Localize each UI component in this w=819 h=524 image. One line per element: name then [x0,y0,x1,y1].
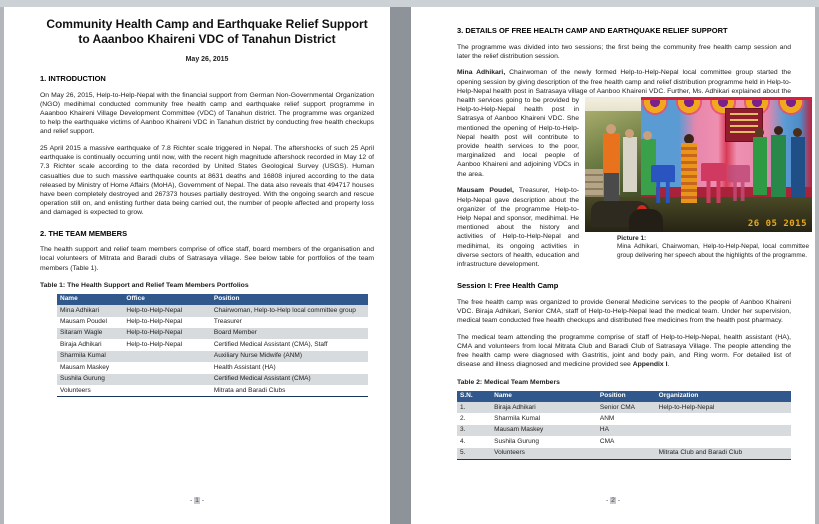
intro-paragraph-2: 25 April 2015 a massive earthquake of 7.8 Richter scale triggered in Nepal. The aftershocks of such 25 April earthquake is continually occurring until now, with the recent high magnitude aftershock recorded in May 12 of 7.3 Richter scale according to the data recorded by United States Geological Survey (USGS). Human casualties due to such massive earthquake counts at 8631 deaths and 16808 injured according to the data released by Ministry of Home Affairs (MoHA), Government of Nepal. The data also reveals that 494717 houses have been completely destroyed and 267373 houses partially destroyed. With the ongoing search and rescue operation still on, and enlisting further data being carried out, the number of people affected and property loss and damaged is expected to grow. [40,145,374,217]
table-cell: 3. [460,426,466,434]
heading-details: 3. DETAILS OF FREE HEALTH CAMP AND EARTHQUAKE RELIEF SUPPORT [457,26,728,35]
session-text-c: . [667,361,670,369]
table-row [457,402,791,413]
table-cell: Treasurer [213,318,242,326]
mina-text-a: Chairwoman of the newly formed Help-to-Help-Nepal local committee group started the opening session by giving description of the free health camp and relief distribution programme held in Help-to-Help-Nepal health post in Satrasaya village of [457,69,791,95]
table-cell: Board Member [213,329,257,337]
column-header: Office [123,294,210,305]
table-cell: Mitrata and Baradi Clubs [213,386,286,394]
table-cell: Help-to-Help-Nepal [126,329,183,337]
table1-caption-label: Table 1: [40,281,66,289]
table-cell: Sushila Gurung [60,375,105,383]
table-cell: Mina Adhikari [60,306,100,314]
table-row [57,317,368,328]
details-paragraph-1: The programme was divided into two sessions; the first being the community free health camp session and later the relief distribution session. [457,43,791,60]
column-header: Name [57,294,123,305]
table-header-row [457,391,791,402]
picture-caption-label: Picture 1: [617,235,647,243]
table-row [457,413,791,424]
camp-photo [585,97,812,232]
table-cell: Mausam Maskey [494,426,544,434]
footer-dash: - [615,497,621,504]
person-orange-shirt [603,133,620,195]
picture-caption [617,235,809,260]
table-cell: 4. [460,437,466,445]
table-row [57,305,368,316]
person-blue-shirt [791,137,805,197]
table-row [457,436,791,447]
table-row [57,339,368,350]
table2-caption-text: Medical Team Members [482,378,560,386]
mina-text-b: Aanboo Khaireni VDC. Further, Ms. Adhikari explained about the health services going to be provided by Help-to-Help-Nepal health post in Satrasya of Aanboo Khaireni VDC. She mentioned the opening of Help-to-Help-Nepal health post will contribute to provide health services to the poor, marginalized and local people of Aanboo Khaireni and adjoining VDCs in the area. [457,87,791,178]
intro-paragraph-1: On May 26, 2015, Help-to-Help-Nepal with the financial support from German Non-Governmental Organization (NGO) medihimal conducted community free health camp and earthquake relief support programme in Aaanboo Khaireni Village Development Committee (VDC) of Tanahun district. The programme was organized to help the earthquake victims of Aanboo Khaireni VDC in Tanahun district by conducting free health checkups and relief support. [40,91,374,136]
person-head [793,128,802,137]
session-paragraph-2 [457,333,791,370]
table-cell [656,413,791,424]
table-cell: Mausam Maskey [60,363,110,371]
column-header: Organization [656,391,791,402]
picture-caption-text: Mina Adhikari, Chairwoman, Help-to-Help-Nepal, local committee group delivering her speech about the highlights of the programme. [617,243,809,259]
table-cell: Help-to-Help-Nepal [126,340,183,348]
person-head [625,129,634,138]
table-row [57,362,368,373]
team-paragraph: The health support and relief team members comprise of office staff, board members of the organisation and local volunteers of Mitrata and Baradi clubs of Satrasaya village. See below table for portfolios of the team members (Table 1). [40,246,374,272]
table-cell: CMA [599,437,615,445]
table-cell: Volunteers [60,386,91,394]
table-cell: Auxiliary Nurse Midwife (ANM) [213,352,302,360]
table-row [57,328,368,339]
person-green-shirt [771,135,786,197]
table-row [57,385,368,397]
table-cell: Certified Medical Assistant (CMA) [213,375,311,383]
table-cell [123,385,210,397]
table-cell: Health Assistant (HA) [213,363,276,371]
page-2 [411,7,815,524]
footer-dash: - [189,497,195,504]
table-cell [597,448,656,460]
table-cell: Sushila Gurung [494,437,539,445]
table-cell: Sharmila Kumal [494,414,541,422]
heading-team-members: 2. THE TEAM MEMBERS [40,228,128,238]
table-cell: Sharmila Kumal [60,352,106,360]
table-cell: Mausam Poudel [60,318,107,326]
page2-footer [411,497,815,504]
table-header-row [57,294,368,305]
person-head [774,126,783,135]
table-cell: Help-to-Help-Nepal [126,306,183,314]
speaker-woman [681,143,697,203]
mina-name: Mina Adhikari, [457,69,506,77]
table-cell [123,374,210,385]
table-cell: 2. [460,414,466,422]
table-cell: Chairwoman, Help-to-Help local committee group [213,306,356,314]
table-cell: Certified Medical Assistant (CMA), Staff [213,340,328,348]
page-spread [0,7,819,524]
page-number-field: 1 [195,497,199,504]
table-cell [123,362,210,373]
person-head [606,124,616,134]
column-header: Position [597,391,656,402]
medical-team-table [457,391,791,460]
table-row [457,425,791,436]
person-green-shirt [753,137,767,195]
person-head [755,128,764,137]
picture-block [585,97,812,260]
table-row [57,351,368,362]
table-cell: 1. [460,403,466,411]
table1-caption [40,282,374,289]
page-number-field: 2 [611,497,615,504]
table-cell: HA [599,426,609,434]
document-title: Community Health Camp and Earthquake Relief Support to Aaanboo Khaireni VDC of Tanahun District [46,17,368,46]
table-cell: Volunteers [494,449,525,457]
table2-caption [457,379,791,386]
team-members-table [57,294,368,398]
column-header: Name [491,391,597,402]
document-date: May 26, 2015 [185,56,229,63]
table-cell: Help-to-Help-Nepal [658,403,715,411]
table-row [57,374,368,385]
page-1 [4,7,390,524]
page1-footer [4,497,390,504]
table-cell: Biraja Adhikari [494,403,536,411]
table-cell: Mitrata Club and Baradi Club [658,449,743,457]
column-header: S.N. [457,391,491,402]
right-page-edge [815,7,819,524]
table-cell [656,425,791,436]
photo-date-stamp: 26 05 2015 [747,218,807,229]
mausam-name: Mausam Poudel, [457,187,514,195]
table-cell: Biraja Adhikari [60,340,102,348]
table-cell: 5. [460,449,466,457]
heading-session-1: Session I: Free Health Camp [457,281,559,291]
table-cell [123,351,210,362]
person-white-shirt [623,137,637,192]
table-row [457,448,791,460]
footer-dash: - [605,497,611,504]
table-cell [656,436,791,447]
appendix-ref: Appendix I [632,361,668,369]
session-text-a: The medical team attending the programme comprise of staff of Help-to-Help-Nepal, health assistant (HA), CMA and volunteers from local Mitrata Club and Baradi Club of Satrasaya Village. The people attending the free health camp were diagnosed with Gastritis, joint and body pain, and Ring worm. For detailed list of disease and illness diagnosed and medicine provided see [457,333,791,369]
table1-caption-text: The Health Support and Relief Team Members Portfolios [65,281,249,289]
page-gutter [390,7,411,524]
table-cell: ANM [599,414,615,422]
mausam-text: Treasurer, Help-to-Help-Nepal gave description about the organizer of the programme Help-to-Help Nepal and sponsor, medihimal. He mentioned about the history and activities of Help-to-Help-Nepal and medihimal, its ongoing activities in diverse sectors of health, education and infrastructure development. [457,187,579,268]
column-header: Position [211,294,368,305]
person-head [643,131,652,140]
table2-caption-label: Table 2: [457,378,483,386]
table-cell: Help-to-Help-Nepal [126,318,183,326]
footer-dash: - [199,497,205,504]
seated-crowd [629,209,663,232]
table-cell: Sitaram Wagle [60,329,103,337]
heading-introduction: 1. INTRODUCTION [40,74,106,83]
session-paragraph-1: The free health camp was organized to provide General Medicine services to the people of Aanboo Khaireni VDC. Biraja Adhikari, Senior CMA, staff of Help-to-Help-Nepal lead the medical team. Under her supervision, medical team conducted free health checkups and distributed free medicines from the health post pharmacy. [457,298,791,325]
table-cell: Senior CMA [599,403,635,411]
